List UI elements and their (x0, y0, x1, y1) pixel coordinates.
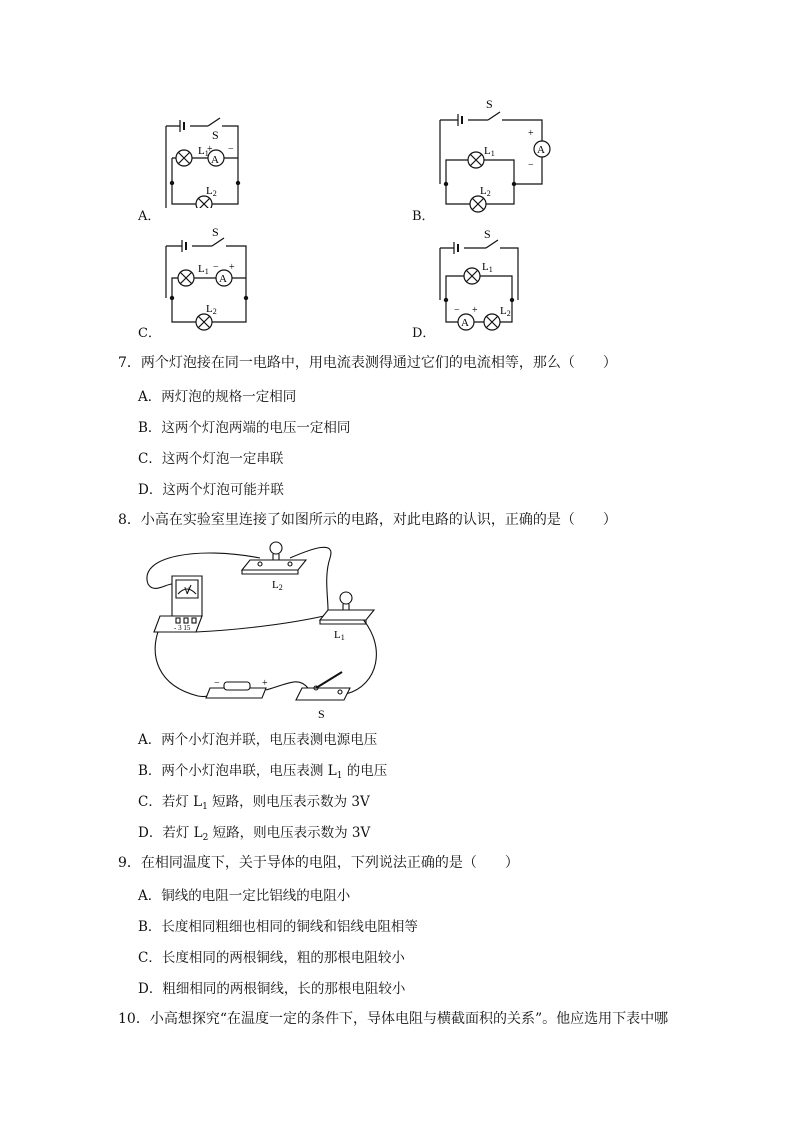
q9-option-b[interactable]: B．长度相同粗细也相同的铜线和铝线电阻相等 (138, 919, 418, 935)
minus-label: − (213, 262, 219, 273)
lamp1-label: L1 (198, 145, 209, 158)
circuit-diagram-c (158, 226, 258, 332)
question-9-stem: 9．在相同温度下，关于导体的电阻，下列说法正确的是（ ） (118, 855, 519, 871)
voltmeter-terminals: - 3 15 (174, 624, 191, 632)
lamp1-label: L1 (482, 261, 493, 274)
plus-label: + (229, 262, 235, 273)
q8-option-a[interactable]: A．两个小灯泡并联，电压表测电源电压 (138, 732, 378, 748)
battery-plus-label: + (262, 678, 268, 689)
minus-label: − (528, 160, 534, 171)
option-a-letter[interactable]: A． (138, 209, 161, 224)
plus-label: + (472, 305, 478, 316)
circuit-diagram-d (434, 228, 534, 334)
minus-label: − (228, 144, 234, 155)
battery-minus-label: − (214, 678, 220, 689)
q7-option-b[interactable]: B．这两个灯泡两端的电压一定相同 (138, 420, 351, 436)
q9-option-a[interactable]: A．铜线的电阻一定比铝线的电阻小 (138, 888, 351, 904)
lamp2-label: L2 (272, 579, 283, 592)
lamp2-label: L2 (206, 303, 217, 316)
q9-option-d[interactable]: D．粗细相同的两根铜线，长的那根电阻较小 (138, 981, 406, 997)
plus-label: + (207, 144, 213, 155)
question-10-stem: 10．小高想探究“在温度一定的条件下，导体电阻与横截面积的关系”。他应选用下表中哪 (118, 1011, 669, 1027)
lamp2-label: L2 (480, 185, 491, 198)
lamp1-label: L1 (484, 145, 495, 158)
q7-option-a[interactable]: A．两灯泡的规格一定相同 (138, 389, 297, 405)
minus-label: − (454, 305, 460, 316)
lamp1-label: L1 (198, 263, 209, 276)
q8-option-c[interactable]: C．若灯 $L_1$ 短路，则电压表示数为 3V (138, 794, 370, 812)
option-c-letter[interactable]: C． (138, 326, 161, 341)
ammeter-label: A (537, 144, 545, 156)
lamp1-label: L1 (334, 629, 345, 642)
switch-label: S (212, 128, 219, 142)
q9-option-c[interactable]: C．长度相同的两根铜线，粗的那根电阻较小 (138, 950, 405, 966)
q7-option-d[interactable]: D．这两个灯泡可能并联 (138, 482, 284, 498)
switch-label: S (486, 97, 493, 111)
q7-option-c[interactable]: C．这两个灯泡一定串联 (138, 451, 284, 467)
circuit-diagram-b (434, 96, 554, 214)
switch-label: S (484, 228, 491, 241)
question-7-stem: 7．两个灯泡接在同一电路中，用电流表测得通过它们的电流相等，那么（ ） (118, 355, 617, 371)
switch-label: S (318, 707, 325, 721)
ammeter-label: A (219, 273, 227, 285)
physical-circuit-figure (138, 536, 388, 722)
lamp2-label: L2 (206, 185, 217, 198)
ammeter-label: A (211, 154, 219, 166)
circuit-diagram-a (158, 108, 258, 208)
switch-label: S (212, 226, 219, 239)
option-b-letter[interactable]: B． (412, 209, 435, 224)
q8-option-d[interactable]: D．若灯 $L_2$ 短路，则电压表示数为 3V (138, 825, 371, 843)
voltmeter-label: V (183, 586, 191, 596)
q8-option-b[interactable]: B．两个小灯泡串联，电压表测 $L_1$ 的电压 (138, 763, 388, 781)
lamp2-label: L2 (500, 305, 511, 318)
ammeter-label: A (461, 317, 469, 329)
plus-label: + (528, 128, 534, 139)
question-8-stem: 8．小高在实验室里连接了如图所示的电路，对此电路的认识，正确的是（ ） (118, 512, 617, 528)
option-d-letter[interactable]: D． (412, 326, 436, 341)
